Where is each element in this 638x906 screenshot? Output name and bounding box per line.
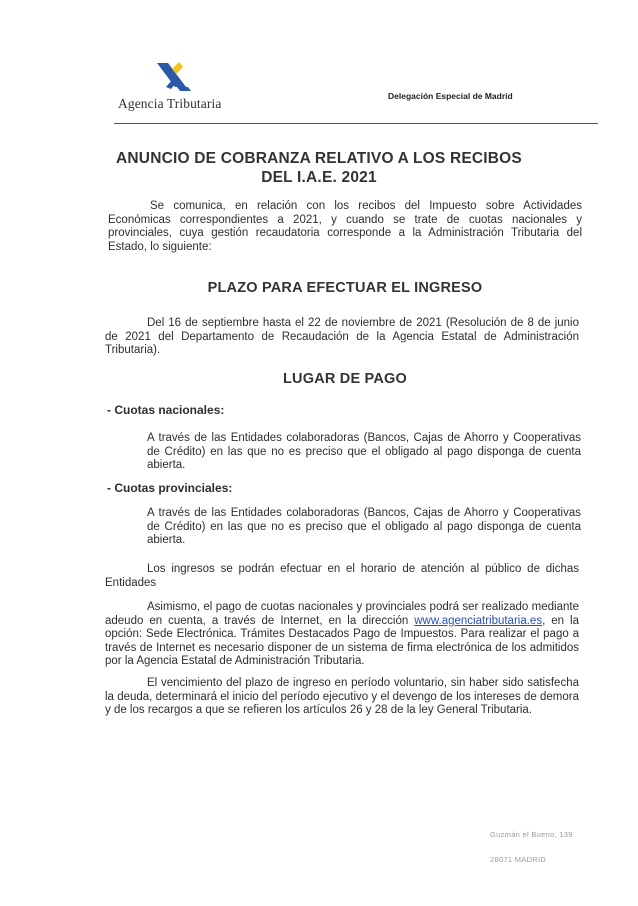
internet-text-before: Asimismo, el pago de cuotas nacionales y provinciales podrá ser realizado mediante adeudo en cuenta, a través de Internet, en la dirección: [105, 601, 579, 627]
footer-address-line1: Guzmán el Bueno, 139: [490, 830, 573, 839]
intro-paragraph: Se comunica, en relación con los recibos del Impuesto sobre Actividades Económicas correspondientes a 2021, y cuando se trate de cuotas nacionales y provinciales, cuya gestión recaudatoria corresponde a la Administración Tributaria del Estado, lo siguiente:: [108, 200, 582, 253]
agencia-tributaria-link[interactable]: www.agenciatributaria.es: [414, 614, 543, 627]
footer-address-line2: 28071 MADRID: [490, 855, 547, 864]
plazo-paragraph: Del 16 de septiembre hasta el 22 de noviembre de 2021 (Resolución de 8 de junio de 2021 del Departamento de Recaudación de la Agencia Estatal de Administración Tributaria).: [105, 317, 579, 356]
label-cuotas-provinciales: - Cuotas provinciales:: [107, 481, 233, 495]
delegation-name: Delegación Especial de Madrid: [388, 91, 513, 101]
internet-paragraph: [105, 601, 579, 669]
agencia-tributaria-logo-icon: [155, 60, 195, 94]
section-heading-plazo: PLAZO PARA EFECTUAR EL INGRESO: [207, 280, 483, 296]
header-divider: [114, 123, 598, 124]
agency-logo: [118, 60, 238, 114]
vencimiento-paragraph: El vencimiento del plazo de ingreso en período voluntario, sin haber sido satisfecha la deuda, determinará el inicio del período ejecutivo y el devengo de los intereses de demora y de los recargos a que se refieren los artículos 26 y 28 de la ley General Tributaria.: [105, 677, 579, 716]
document-title-line1: ANUNCIO DE COBRANZA RELATIVO A LOS RECIBOS: [116, 150, 522, 167]
document-title-line2: DEL I.A.E. 2021: [261, 169, 377, 186]
provinciales-paragraph: A través de las Entidades colaboradoras (Bancos, Cajas de Ahorro y Cooperativas de Crédito) en las que no es preciso que el obligado al pago disponga de cuenta abierta.: [147, 507, 581, 546]
section-heading-lugar: LUGAR DE PAGO: [283, 371, 407, 387]
horario-paragraph: Los ingresos se podrán efectuar en el horario de atención al público de dichas Entidades: [105, 563, 579, 589]
internet-text-after: , en la opción: Sede Electrónica. Trámites Destacados Pago de Impuestos. Para realizar el pago a través de Internet es necesario disponer de un sistema de firma electrónica de los admitidos por la Agencia Estatal de Administración Tributaria.: [105, 614, 579, 667]
agency-name: Agencia Tributaria: [118, 96, 222, 111]
nacionales-paragraph: A través de las Entidades colaboradoras (Bancos, Cajas de Ahorro y Cooperativas de Crédito) en las que no es preciso que el obligado al pago disponga de cuenta abierta.: [147, 432, 581, 471]
label-cuotas-nacionales: - Cuotas nacionales:: [107, 403, 225, 417]
